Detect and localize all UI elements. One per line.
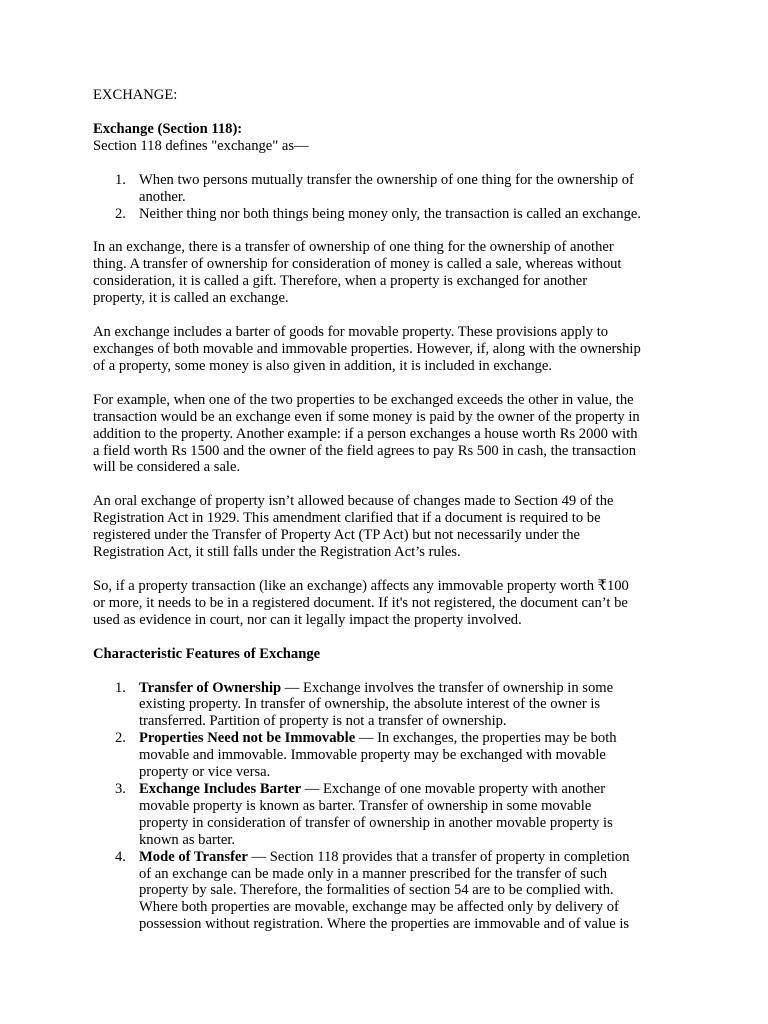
spacer: [93, 663, 683, 680]
paragraph-line: of a property, some money is also given in addition, it is included in exchange.: [93, 357, 553, 374]
list-item-number: 4.: [115, 848, 126, 865]
list-item-text: [139, 730, 683, 747]
paragraph-line: Registration Act in 1929. This amendment clarified that if a document is required to be: [93, 510, 601, 527]
list-item-text: [139, 849, 683, 866]
paragraph-line: An oral exchange of property isn’t allowed because of changes made to Section 49 of the: [93, 493, 614, 510]
paragraph-line: registered under the Transfer of Property Act (TP Act) but not necessarily under the: [93, 527, 581, 544]
list-item-text: movable and immovable. Immovable property may be exchanged with movable: [139, 747, 606, 764]
list-item-number: 1.: [115, 171, 126, 188]
feature-description: — Exchange involves the transfer of ownership in some: [281, 679, 614, 696]
document-page: [93, 87, 683, 933]
list-item-text: property in consideration of transfer of ownership in another movable property is: [139, 814, 613, 831]
list-item: [93, 849, 683, 934]
feature-term: Properties Need not be Immovable: [139, 730, 356, 747]
spacer: [93, 476, 683, 493]
features-list: [93, 680, 683, 934]
list-item-text: of an exchange can be made only in a manner prescribed for the transfer of such: [139, 865, 608, 882]
list-item-text: another.: [139, 188, 186, 205]
paragraph-line: So, if a property transaction (like an exchange) affects any immovable property worth ₹100: [93, 577, 629, 594]
list-item: [93, 781, 683, 849]
list-item-text: known as barter.: [139, 831, 236, 848]
spacer: [93, 629, 683, 646]
feature-description: — Exchange of one movable property with another: [301, 781, 606, 797]
paragraph-line: consideration, it is called a gift. Therefore, when a property is exchanged for another: [93, 273, 588, 290]
feature-term: Mode of Transfer: [139, 848, 248, 865]
list-item-text: transferred. Partition of property is not a transfer of ownership.: [139, 713, 507, 730]
paragraph-line: property, it is called an exchange.: [93, 290, 289, 307]
paragraph-line: or more, it needs to be in a registered document. If it's not registered, the document can’t be: [93, 594, 628, 611]
spacer: [93, 307, 683, 324]
list-item-number: 3.: [115, 781, 126, 797]
list-item-text: existing property. In transfer of ownership, the absolute interest of the owner is: [139, 696, 601, 713]
list-item-number: 1.: [115, 679, 126, 696]
list-item-text: When two persons mutually transfer the ownership of one thing for the ownership of: [139, 171, 634, 188]
list-item-text: [139, 781, 683, 798]
section-intro: Section 118 defines "exchange" as—: [93, 137, 309, 154]
paragraph-line: Registration Act, it still falls under the Registration Act’s rules.: [93, 544, 461, 561]
list-item: [93, 730, 683, 781]
list-item-text: [139, 680, 683, 697]
paragraph: [93, 578, 683, 629]
definition-list: [93, 172, 683, 223]
paragraph: [93, 392, 683, 477]
list-item: [93, 206, 683, 223]
spacer: [93, 155, 683, 172]
paragraph-line: a field worth Rs 1500 and the owner of the field agrees to pay Rs 500 in cash, the transaction: [93, 442, 637, 459]
feature-term: Exchange Includes Barter: [139, 781, 302, 797]
features-title: Characteristic Features of Exchange: [93, 645, 321, 662]
feature-description: — Section 118 provides that a transfer of property in completion: [247, 848, 630, 865]
spacer: [93, 375, 683, 392]
list-item-number: 2.: [115, 205, 126, 222]
section-title: Exchange (Section 118):: [93, 120, 243, 137]
paragraph-line: used as evidence in court, nor can it legally impact the property involved.: [93, 611, 522, 628]
feature-description: — In exchanges, the properties may be both: [355, 730, 617, 747]
spacer: [93, 561, 683, 578]
paragraph-line: will be considered a sale.: [93, 459, 241, 476]
paragraph: [93, 324, 683, 375]
feature-term: Transfer of Ownership: [139, 679, 282, 696]
paragraph: [93, 493, 683, 561]
list-item-number: 2.: [115, 730, 126, 747]
list-item-text: movable property is known as barter. Transfer of ownership in some movable: [139, 797, 592, 814]
list-item-text: property by sale. Therefore, the formalities of section 54 are to be complied with.: [139, 882, 614, 899]
paragraph-line: transaction would be an exchange even if some money is paid by the owner of the property in: [93, 408, 640, 425]
paragraph-line: An exchange includes a barter of goods for movable property. These provisions apply to: [93, 324, 609, 341]
paragraph-line: In an exchange, there is a transfer of ownership of one thing for the ownership of another: [93, 239, 614, 256]
list-item: [93, 172, 683, 206]
list-item-text: Neither thing nor both things being money only, the transaction is called an exchange.: [139, 205, 642, 222]
paragraph: [93, 239, 683, 307]
spacer: [93, 104, 683, 121]
paragraph-line: For example, when one of the two properties to be exchanged exceeds the other in value, the: [93, 391, 634, 408]
list-item: [93, 680, 683, 731]
spacer: [93, 222, 683, 239]
document-heading: EXCHANGE:: [93, 87, 178, 103]
paragraph-line: thing. A transfer of ownership for consideration of money is called a sale, whereas without: [93, 256, 622, 273]
list-item-text: possession without registration. Where the properties are immovable and of value is: [139, 916, 630, 933]
list-item-text: property or vice versa.: [139, 764, 271, 781]
paragraph-line: addition to the property. Another example: if a person exchanges a house worth Rs 2000 with: [93, 425, 638, 442]
paragraph-line: exchanges of both movable and immovable properties. However, if, along with the ownership: [93, 340, 641, 357]
list-item-text: Where both properties are movable, exchange may be affected only by delivery of: [139, 899, 619, 916]
